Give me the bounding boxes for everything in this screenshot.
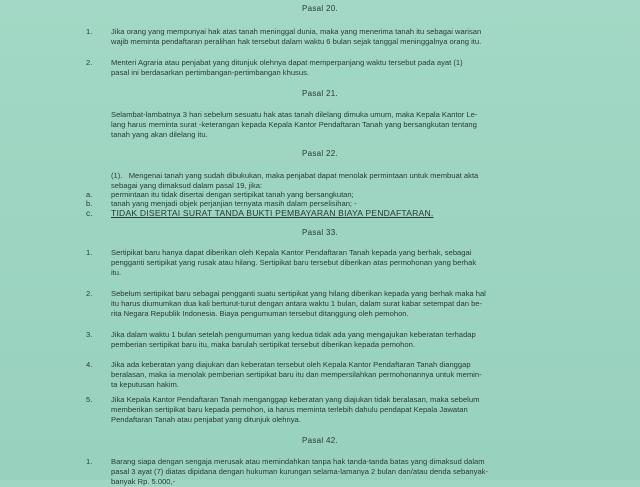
text-line: itu. <box>111 268 122 277</box>
text-line: pemberian sertipikat baru itu, maka barulah sertipikat tersebut diberikan kepada pemohon. <box>111 340 415 349</box>
pasal-22-heading: Pasal 22. <box>301 149 339 158</box>
text-line: Pendaftaran Tanah atau penjabat yang ditunjuk olehnya. <box>111 415 301 424</box>
item-number: 1. <box>86 27 93 36</box>
pasal-21-heading: Pasal 21. <box>301 89 339 98</box>
text-line: Sebelum sertipikat baru sebagai pengganti suatu sertipikat yang hilang diberikan kepada yang berhak maka hal <box>111 289 486 298</box>
pasal-21-paragraph <box>86 110 556 140</box>
item-number: 1. <box>86 457 93 466</box>
text-line: tanah yang menjadi objek perjanjian ternyata masih dalam perselisihan; - <box>111 199 357 208</box>
text-line: banyak Rp. 5.000,- <box>111 477 176 486</box>
text-line: memberikan sertipikat baru kepada pemohon, ia harus meminta terlebih dahulu pendapat Kepala Jawatan <box>111 405 468 414</box>
pasal-33-item-4 <box>86 360 556 390</box>
pasal-33-item-1 <box>86 248 556 278</box>
pasal-20-item-2 <box>86 58 556 78</box>
item-number: 5. <box>86 395 93 404</box>
pasal-42-item-1 <box>86 457 556 487</box>
text-line: lang harus meminta surat -keterangan kepada Kepala Kantor Pendaftaran Tanah yang bersangkutan tentang <box>111 120 477 129</box>
pasal-22-sub-c <box>86 208 556 218</box>
text-line: TIDAK DISERTAI SURAT TANDA BUKTI PEMBAYARAN BIAYA PENDAFTARAN. <box>111 208 434 218</box>
text-line: wajib meminta pendaftaran peralihan hak tersebut dalam waktu 6 bulan sejak tanggal meninggalnya orang itu. <box>111 37 482 46</box>
text-line: itu harus diumumkan dua kali berturut-turut dengan antara waktu 1 bulan, dalam surat kabar setempat dan be- <box>111 299 483 308</box>
item-number: 1. <box>86 248 93 257</box>
text-line: Barang siapa dengan sengaja merusak atau memindahkan tanpa hak tanda-tanda batas yang dimaksud dalam <box>111 457 485 466</box>
text-line: ta keputusan hakim. <box>111 380 179 389</box>
text-line: Menteri Agraria atau penjabat yang ditunjuk olehnya dapat memperpanjang waktu tersebut pada ayat (1) <box>111 58 463 67</box>
text-line: tanah yang akan dilelang itu. <box>111 130 208 139</box>
text-line: pasal ini berdasarkan pertimbangan-pertimbangan khusus. <box>111 68 309 77</box>
pasal-33-item-3 <box>86 330 556 350</box>
text-line: beralasan, maka ia menolak pemberian sertipikat baru itu dan mempersilahkan permohonannya untuk memin- <box>111 370 482 379</box>
item-number: 3. <box>86 330 93 339</box>
text-line: Mengenai tanah yang sudah dibukukan, maka penjabat dapat menolak permintaan untuk membuat akta <box>128 171 479 180</box>
text-line: sebagai yang dimaksud dalam pasal 19, jika: <box>111 181 263 190</box>
text-line: Selambat-lambatnya 3 hari sebelum sesuatu hak atas tanah dilelang dimuka umum, maka Kepala Kantor Le- <box>111 110 478 119</box>
text-line: Jika orang yang mempunyai hak atas tanah meninggal dunia, maka yang menerima tanah itu sebagai warisan <box>111 27 482 36</box>
text-line: rita Negara Republik Indonesia. Biaya pengumuman tersebut ditanggung oleh pemohon. <box>111 309 409 318</box>
item-number: 2. <box>86 289 93 298</box>
pasal-33-item-5 <box>86 395 556 425</box>
item-number: 4. <box>86 360 93 369</box>
text-line: Jika dalam waktu 1 bulan setelah pengumuman yang kedua tidak ada yang mengajukan keberatan terhadap <box>111 330 476 339</box>
sub-letter: b. <box>86 199 93 208</box>
sub-letter: a. <box>86 190 93 199</box>
sub-letter: c. <box>86 208 94 218</box>
text-line: permintaan itu tidak disertai dengan sertipikat tanah yang bersangkutan; <box>111 190 354 199</box>
item-number: 2. <box>86 58 93 67</box>
pasal-33-heading: Pasal 33. <box>301 228 339 237</box>
item-number: (1). <box>111 171 123 180</box>
text-line: Jika ada keberatan yang diajukan dan keberatan tersebut oleh Kepala Kantor Pendaftaran Tanah dianggap <box>111 360 471 369</box>
text-line: pasal 3 ayat (7) diatas dipidana dengan hukuman kurungan selama-lamanya 2 bulan dan/atau denda sebanyak- <box>111 467 488 476</box>
pasal-42-heading: Pasal 42. <box>301 436 339 445</box>
text-line: Sertipikat baru hanya dapat diberikan oleh Kepala Kantor Pendaftaran Tanah kepada yang berhak, sebagai <box>111 248 472 257</box>
pasal-33-item-2 <box>86 289 556 319</box>
pasal-20-item-1 <box>86 27 556 47</box>
pasal-20-heading: Pasal 20. <box>301 4 339 13</box>
pasal-22-intro <box>86 171 556 191</box>
text-line: Jika Kepala Kantor Pendaftaran Tanah menganggap keberatan yang diajukan tidak beralasan, maka sebelum <box>111 395 480 404</box>
text-line: pengganti sertipikat yang rusak atau hilang. Sertipikat baru tersebut diberikan atas permohonan yang berhak <box>111 258 477 267</box>
